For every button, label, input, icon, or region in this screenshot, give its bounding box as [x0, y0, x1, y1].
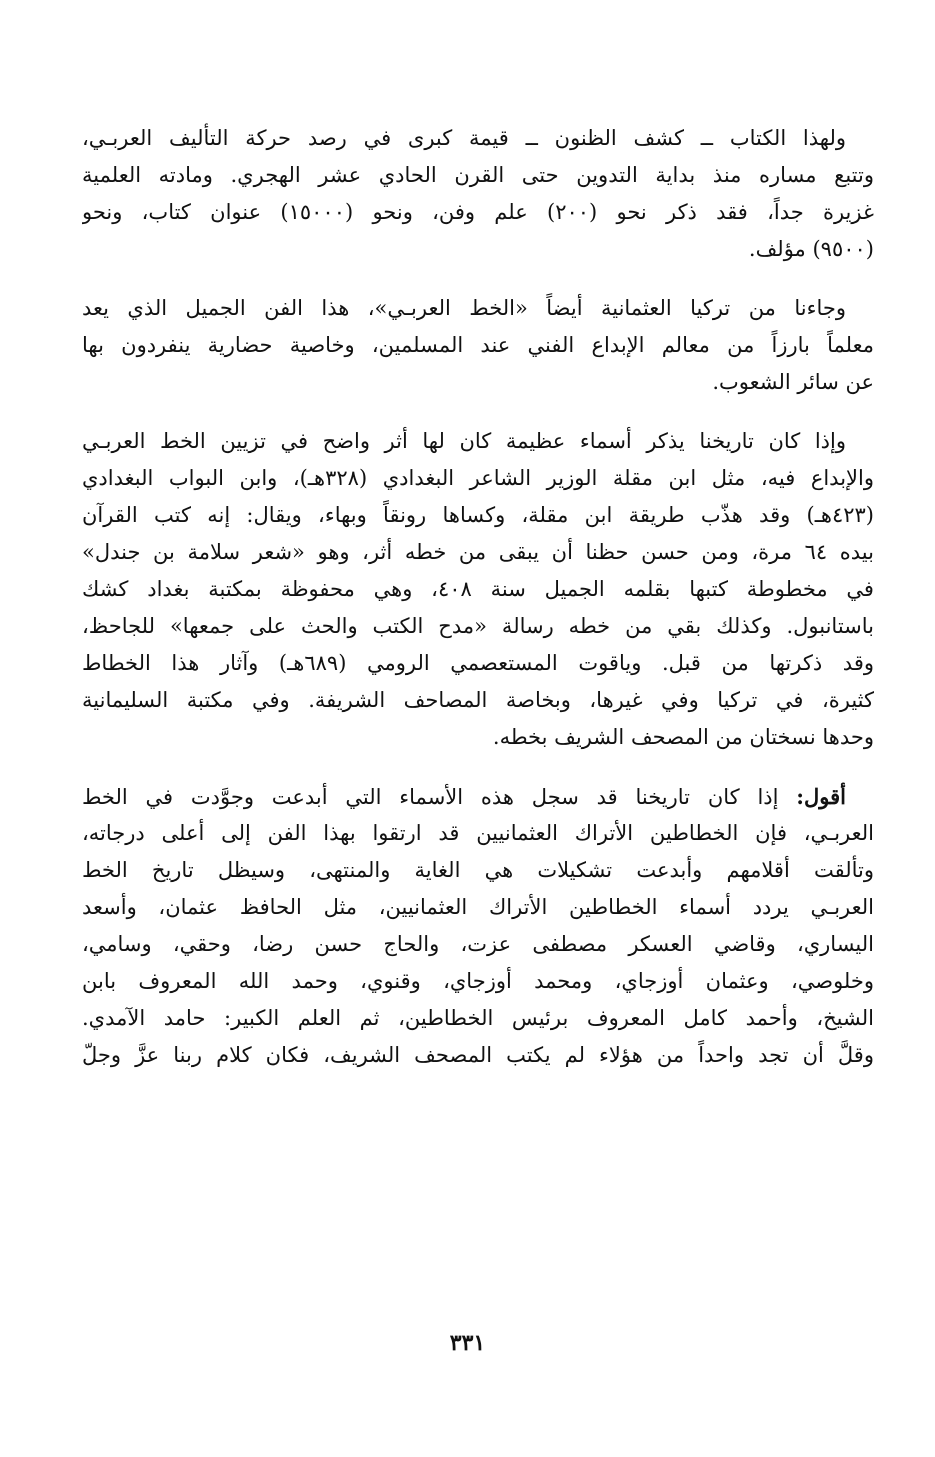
text-line: (٤٢٣هـ) وقد هذّب طريقة ابن مقلة، وكساها رونقاً وبهاء، ويقال: إنه كتب القرآن [82, 503, 874, 527]
text-line [82, 778, 874, 815]
text-line: (٩٥٠٠) مؤلف. [748, 237, 874, 261]
text-line: في مخطوطة كتبها بقلمه الجميل سنة ٤٠٨، وهي محفوظة بمكتبة بغداد كشك [82, 577, 874, 601]
text-line: وقلَّ أن تجد واحداً من هؤلاء لم يكتب المصحف الشريف، فكان كلام ربنا عزَّ وجلّ [82, 1043, 874, 1067]
text-line: العربـي، فإن الخطاطين الأتراك العثمانيين قد ارتقوا بهذا الفن إلى أعلى درجاته، [82, 821, 874, 845]
lead-word: أقول: [796, 784, 846, 809]
text-line: الشيخ، وأحمد كامل المعروف برئيس الخطاطين، ثم العلم الكبير: حامد الآمدي. [82, 1006, 874, 1030]
text-line: والإبداع فيه، مثل ابن مقلة الوزير الشاعر البغدادي (٣٢٨هـ)، وابن البواب البغدادي [82, 466, 874, 490]
paragraph-historic-calligraphers [82, 423, 874, 756]
text-line: كثيرة، في تركيا وفي غيرها، وبخاصة المصاحف الشريفة. وفي مكتبة السليمانية [82, 688, 874, 712]
paragraph-arabic-calligraphy [82, 290, 874, 401]
paragraph-ottoman-calligraphers [82, 778, 874, 1074]
paragraph-kashf-al-zunun [82, 120, 874, 268]
text-line: معلماً بارزاً من معالم الإبداع الفني عند المسلمين، وخاصية حضارية ينفردون بها [82, 333, 874, 357]
text-line: وإذا كان تاريخنا يذكر أسماء عظيمة كان لها أثر واضح في تزيين الخط العربـي [82, 429, 846, 453]
text-line: العربـي يردد أسماء الخطاطين الأتراك العثمانيين، مثل الحافظ عثمان، وأسعد [82, 895, 874, 919]
text-line: وتتبع مساره منذ بداية التدوين حتى القرن الحادي عشر الهجري. ومادته العلمية [82, 163, 874, 187]
page-body [82, 120, 874, 1096]
text-line: وجاءنا من تركيا العثمانية أيضاً «الخط العربـي»، هذا الفن الجميل الذي يعد [82, 296, 846, 320]
lead-line-text: إذا كان تاريخنا قد سجل هذه الأسماء التي أبدعت وجوَّدت في الخط [82, 785, 797, 809]
text-line: وحدها نسختان من المصحف الشريف بخطه. [492, 725, 874, 749]
text-line: غزيرة جداً، فقد ذكر نحو (٢٠٠) علم وفن، ونحو (١٥٠٠٠) عنوان كتاب، ونحو [82, 200, 874, 224]
text-line: ولهذا الكتاب ــ كشف الظنون ــ قيمة كبرى في رصد حركة التأليف العربـي، [82, 126, 846, 150]
text-line: باستانبول. وكذلك بقي من خطه رسالة «مدح الكتب والحث على جمعها» للجاحظ، [82, 614, 874, 638]
text-line: بيده ٦٤ مرة، ومن حسن حظنا أن يبقى من خطه أثر، وهو «شعر سلامة بن جندل» [82, 540, 874, 564]
text-line: عن سائر الشعوب. [712, 370, 874, 394]
text-line: وخلوصي، وعثمان أوزجاي، ومحمد أوزجاي، وقنوي، وحمد الله المعروف بابن [82, 969, 874, 993]
text-line: اليساري، وقاضي العسكر مصطفى عزت، والحاج حسن رضا، وحقي، وسامي، [82, 932, 874, 956]
text-line: وتألقت أقلامهم وأبدعت تشكيلات هي الغاية والمنتهى، وسيظل تاريخ الخط [82, 858, 874, 882]
text-line: وقد ذكرتها من قبل. وياقوت المستعصمي الرومي (٦٨٩هـ) وآثار هذا الخطاط [82, 651, 874, 675]
page-number: ٣٣١ [449, 1330, 486, 1356]
